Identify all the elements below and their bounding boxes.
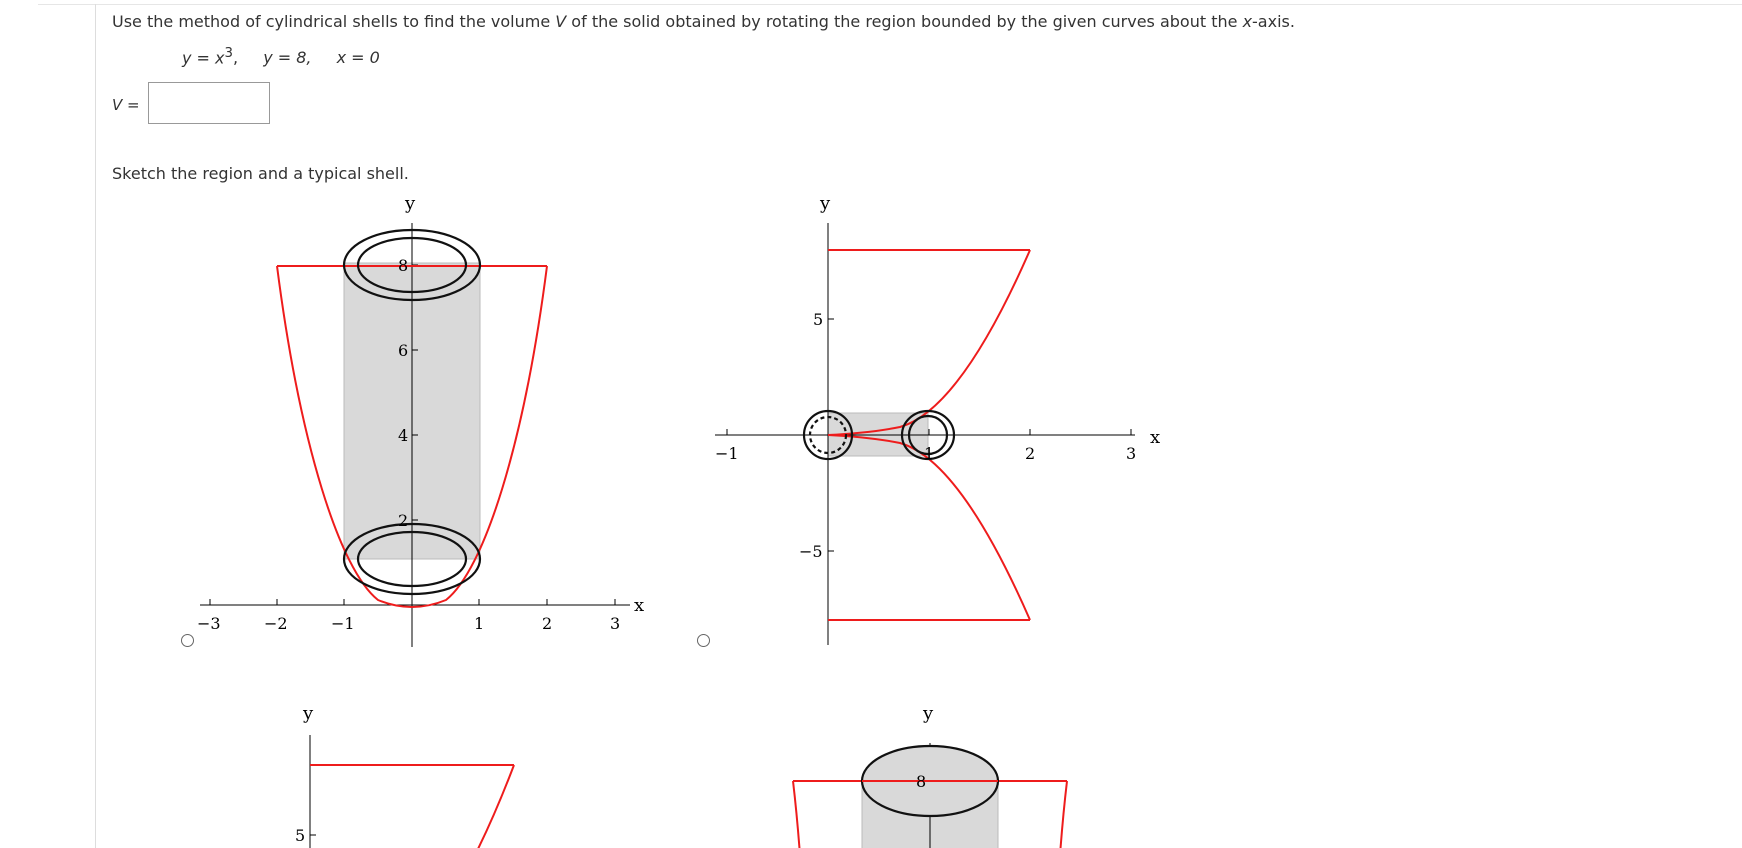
y-tick-label: −5 [799, 542, 823, 561]
y-axis-label: y [923, 703, 934, 724]
y-tick-label: 6 [398, 341, 409, 360]
variable-v: V [555, 12, 567, 31]
x-axis-label: x [634, 595, 645, 616]
equation-cubic: $y = x^3$, [182, 46, 239, 68]
y-tick-label: 4 [398, 426, 409, 445]
graph-option-c [280, 705, 580, 848]
curve-left [793, 781, 800, 848]
y-tick-label: 5 [295, 826, 306, 845]
question-text: Use the method of cylindrical shells to find the volume V of the solid obtained by rotating the region bounded by the given curves about the x-axis. [112, 12, 1295, 31]
x-tick-label: −3 [197, 614, 221, 633]
x-tick-label: 1 [924, 444, 935, 463]
y-tick-label: 8 [398, 256, 409, 275]
graph-option-d [780, 705, 1100, 848]
x-axis-ticks [727, 429, 1131, 435]
equation-vertical: x = 0 [336, 48, 380, 68]
x-tick-label: 3 [1126, 444, 1137, 463]
y-axis-label: y [303, 703, 314, 724]
volume-answer-input[interactable] [148, 82, 270, 124]
sketch-prompt: Sketch the region and a typical shell. [112, 164, 409, 183]
given-curves [182, 46, 400, 67]
curve-right [475, 765, 514, 848]
y-tick-label: 5 [813, 310, 824, 329]
x-tick-label: 2 [542, 614, 553, 633]
equation-horizontal: y = 8, [263, 48, 312, 68]
x-tick-label: 3 [610, 614, 621, 633]
x-tick-label: −1 [715, 444, 739, 463]
graph-option-b [710, 195, 1190, 655]
volume-label: V = [112, 96, 140, 114]
curve-upper [828, 250, 1030, 435]
left-border [95, 4, 96, 848]
x-tick-label: −1 [331, 614, 355, 633]
x-tick-label: 2 [1025, 444, 1036, 463]
option-b-radio[interactable] [697, 634, 710, 647]
graph-option-a [190, 195, 670, 655]
y-axis-label: y [405, 193, 416, 214]
y-axis-label: y [820, 193, 831, 214]
x-tick-label: −2 [264, 614, 288, 633]
option-a-radio[interactable] [181, 634, 194, 647]
curve-right [1060, 781, 1067, 848]
top-border [38, 0, 1742, 5]
x-axis-label: x [1150, 427, 1161, 448]
x-tick-label: 1 [474, 614, 485, 633]
axis-variable: x [1242, 12, 1253, 31]
y-tick-label: 2 [398, 511, 409, 530]
y-tick-label: 8 [916, 772, 927, 791]
